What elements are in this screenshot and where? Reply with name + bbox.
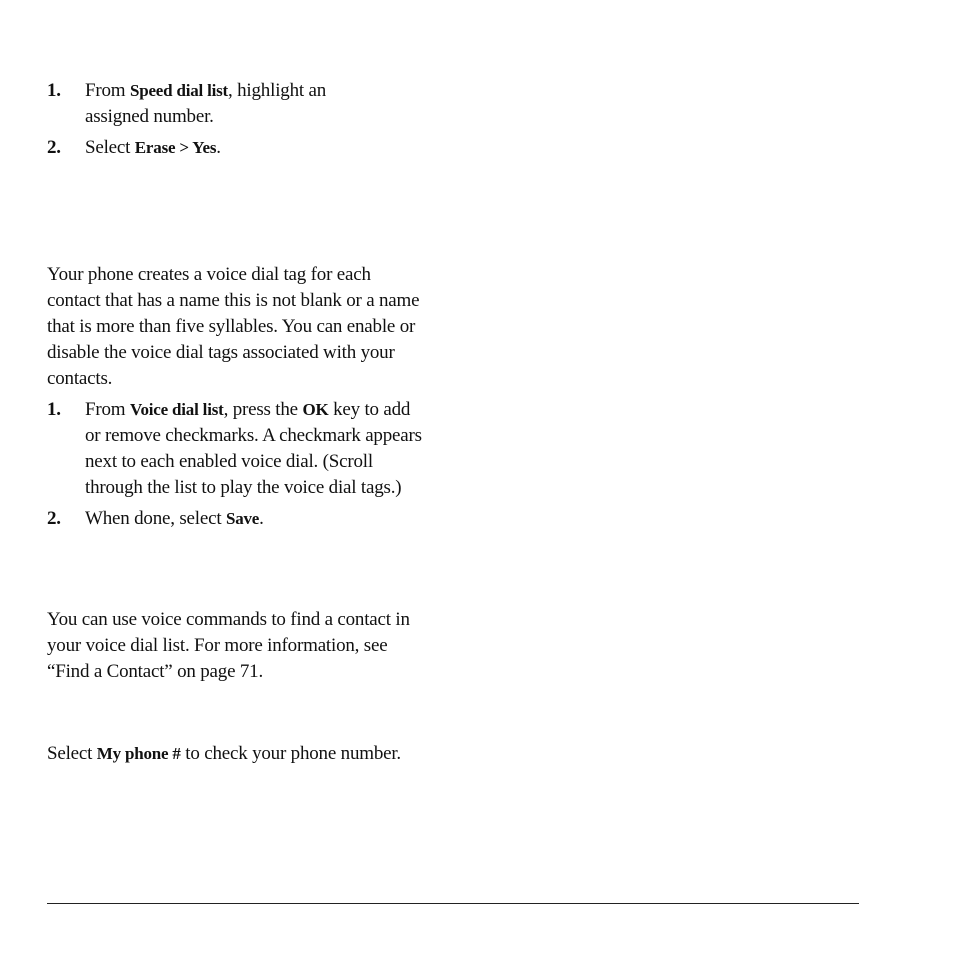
erase-step-1 — [47, 78, 377, 130]
voice-dial-step-2 — [47, 506, 422, 532]
my-phone-section — [47, 741, 467, 767]
ui-term-erase-yes: Erase > Yes — [134, 138, 217, 157]
step-text-pre: Select — [85, 137, 135, 158]
step-text-mid: , press the — [223, 399, 303, 420]
step-text-post: key to add or remove checkmarks. A checkmark appears next to each enabled voice dial. (Scroll through the list to play the voice dial tags.) — [85, 399, 422, 498]
find-contact-section — [47, 607, 432, 685]
step-number: 2. — [47, 137, 61, 158]
footer-rule — [47, 903, 859, 904]
step-text-post: . — [259, 508, 264, 529]
erase-speed-dial-section — [47, 78, 377, 161]
step-text-pre: From — [85, 80, 130, 101]
my-phone-text — [47, 741, 467, 767]
ui-term-speed-dial-list: Speed dial list — [129, 81, 229, 100]
step-number: 2. — [47, 508, 61, 529]
find-contact-text: You can use voice commands to find a contact in your voice dial list. For more information, see “Find a Contact” on page 71. — [47, 609, 410, 682]
my-phone-pre: Select — [47, 743, 97, 764]
step-number: 1. — [47, 80, 61, 101]
erase-step-2 — [47, 135, 377, 161]
step-text-post: , highlight an assigned number. — [85, 80, 327, 127]
step-text-pre: From — [85, 399, 130, 420]
my-phone-post: to check your phone number. — [180, 743, 401, 764]
ui-term-voice-dial-list: Voice dial list — [129, 400, 224, 419]
voice-dial-tags-section — [47, 262, 422, 532]
step-text-pre: When done, select — [85, 508, 226, 529]
step-text-post: . — [216, 137, 221, 158]
voice-dial-intro: Your phone creates a voice dial tag for each contact that has a name this is not blank or a name that is more than five syllables. You can enable or disable the voice dial tags associated with your contacts. — [47, 264, 420, 389]
ui-term-ok-key: OK — [302, 400, 329, 419]
voice-dial-step-1 — [47, 397, 422, 501]
ui-term-save: Save — [225, 509, 260, 528]
step-number: 1. — [47, 399, 61, 420]
ui-term-my-phone: My phone # — [96, 744, 181, 763]
